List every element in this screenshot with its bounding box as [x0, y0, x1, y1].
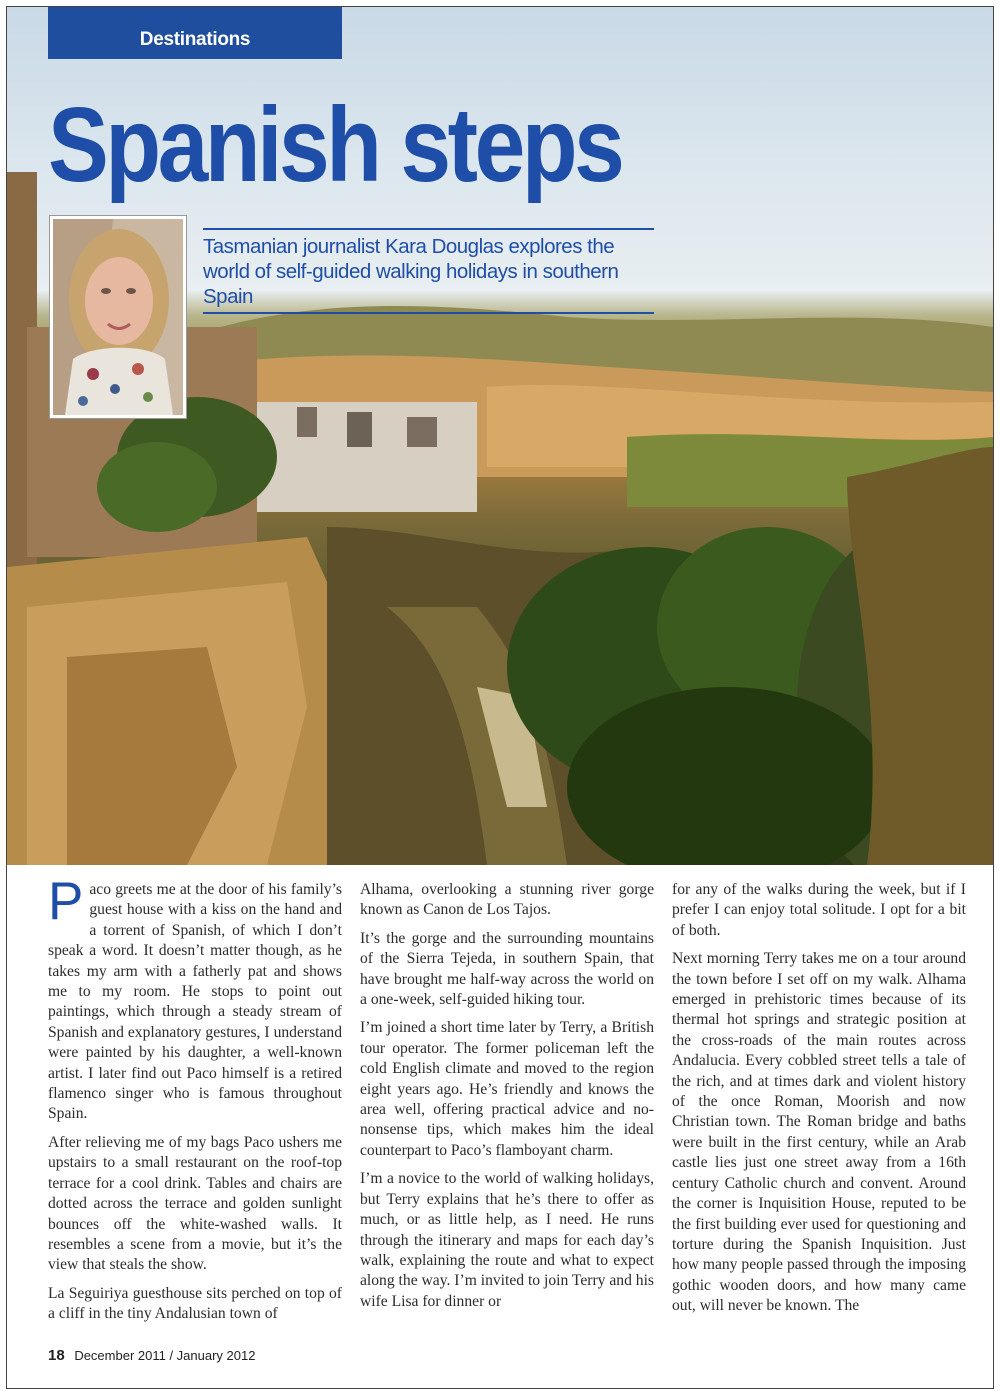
- portrait-illustration: [53, 219, 183, 415]
- author-portrait: [50, 216, 186, 418]
- paragraph: La Seguiriya guesthouse sits perched on top of a cliff in the tiny Andalusian town of: [48, 1284, 342, 1323]
- paragraph: Paco greets me at the door of his family’s guest house with a kiss on the hand and a torrent of Spanish, of which I don’t speak a word. It doesn’t matter though, as he takes my arm with a fatherly pat and shows me to my room. He stops to point out paintings, which through a steady stream of Spanish and explanatory gestures, I understand were painted by his daughter, a well-known artist. I later find out Paco himself is a retired flamenco singer who is famous throughout Spain.: [48, 880, 342, 1123]
- body-column-2: [360, 880, 654, 1335]
- paragraph: Alhama, overlooking a stunning river gorge known as Canon de Los Tajos.: [360, 881, 654, 919]
- standfirst: Tasmanian journalist Kara Douglas explores the world of self-guided walking holidays in southern Spain: [203, 228, 654, 314]
- paragraph: It’s the gorge and the surrounding mountains of the Sierra Tejeda, in southern Spain, that have brought me half-way across the world on a one-week, self-guided hiking tour.: [360, 929, 654, 1009]
- paragraph: Next morning Terry takes me on a tour around the town before I set off on my walk. Alhama emerged in prehistoric times because of its thermal hot springs and strategic position at the cross-roads of the main routes across Andalucia. Every cobbled street tells a tale of the rich, and at times dark and violent history of the once Roman, Moorish and now Christian town. The Roman bridge and baths were built in the first century, while an Arab castle lies just one street away from a 16th century Catholic church and convent. Around the corner is Inquisition House, reputed to be the first building ever used for questioning and torture during the Spanish Inquisition. Just how many people passed through the imposing gothic wooden doors, and how many came out, will never be known. The: [672, 950, 966, 1315]
- headline: Spanish steps: [48, 86, 622, 204]
- page-number: 18: [48, 1347, 65, 1364]
- paragraph: I’m joined a short time later by Terry, a British tour operator. The former policeman left the cold English climate and moved to the region eight years ago. He’s friendly and knows the area well, offering practical advice and no-nonsense tips, which makes him the ideal counterpart to Paco’s flamboyant charm.: [360, 1019, 654, 1159]
- section-label: Destinations: [139, 29, 251, 50]
- body-column-3: [672, 880, 966, 1335]
- paragraph: for any of the walks during the week, but if I prefer I can enjoy total solitude. I opt for a bit of both.: [672, 881, 966, 939]
- paragraph: After relieving me of my bags Paco ushers me upstairs to a small restaurant on the roof-top terrace for a cool drink. Tables and chairs are dotted across the terrace and golden sunlight bounces off the white-washed walls. It resembles a scene from a movie, but it’s the view that steals the show.: [48, 1133, 342, 1274]
- section-tab: [48, 7, 342, 59]
- issue-date: December 2011 / January 2012: [74, 1348, 256, 1363]
- paragraph: I’m a novice to the world of walking holidays, but Terry explains that he’s there to offer as much, or as little help, as I need. He runs through the itinerary and maps for each day’s walk, explaining the route and what to expect along the way. I’m invited to join Terry and his wife Lisa for dinner or: [360, 1170, 654, 1310]
- body-column-1: [48, 880, 342, 1335]
- drop-cap: P: [48, 880, 84, 931]
- page-footer: [48, 1347, 255, 1364]
